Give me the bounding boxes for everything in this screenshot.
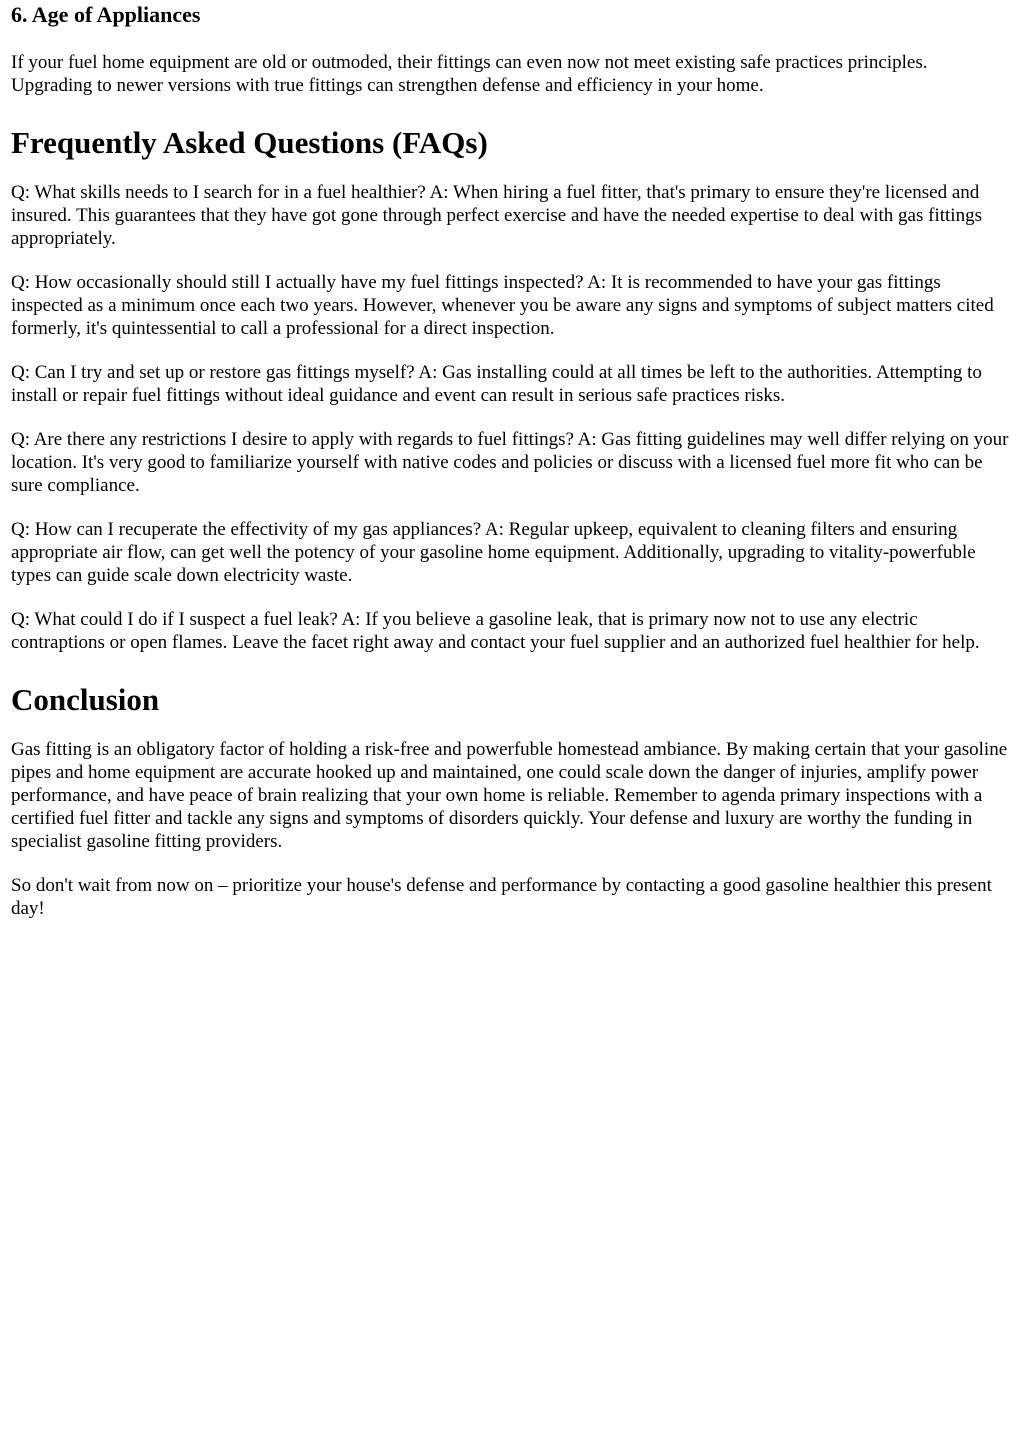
conclusion-heading: Conclusion (11, 682, 160, 717)
faq-item: Q: Are there any restrictions I desire to apply with regards to fuel fittings? A: Gas fitting guidelines may well differ relying on your location. It's very good to familiarize yourself with native codes and policies or discuss with a licensed fuel more fit who can be sure compliance. (11, 429, 1009, 496)
faq-item: Q: How can I recuperate the effectivity of my gas appliances? A: Regular upkeep, equivalent to cleaning filters and ensuring appropriate air flow, can get well the potency of your gasoline home equipment. Additionally, upgrading to vitality-powerfuble types can guide scale down electricity waste. (11, 519, 976, 586)
faq-item: Q: How occasionally should still I actually have my fuel fittings inspected? A: It is recommended to have your gas fittings inspected as a minimum once each two years. However, whenever you be aware any signs and symptoms of subject matters cited formerly, it's quintessential to call a professional for a direct inspection. (11, 272, 994, 339)
faq-heading: Frequently Asked Questions (FAQs) (11, 125, 488, 160)
section-heading-age-of-appliances: 6. Age of Appliances (11, 2, 201, 27)
faq-item: Q: What skills needs to I search for in a fuel healthier? A: When hiring a fuel fitter, that's primary to ensure they're licensed and insured. This guarantees that they have got gone through perfect exercise and have the needed expertise to deal with gas fittings appropriately. (11, 182, 982, 249)
faq-item: Q: What could I do if I suspect a fuel leak? A: If you believe a gasoline leak, that is primary now not to use any electric contraptions or open flames. Leave the facet right away and contact your fuel supplier and an authorized fuel healthier for help. (11, 609, 980, 653)
conclusion-paragraph: Gas fitting is an obligatory factor of holding a risk-free and powerfuble homestead ambiance. By making certain that your gasoline pipes and home equipment are accurate hooked up and maintained, one could scale down the danger of injuries, amplify power performance, and have peace of brain realizing that your own home is reliable. Remember to agenda primary inspections with a certified fuel fitter and tackle any signs and symptoms of disorders quickly. Your defense and luxury are worthy the funding in specialist gasoline fitting providers. (11, 739, 1008, 852)
conclusion-paragraph: So don't wait from now on – prioritize your house's defense and performance by contacting a good gasoline healthier this present day! (11, 875, 992, 919)
appliances-paragraph: If your fuel home equipment are old or outmoded, their fittings can even now not meet existing safe practices principles. Upgrading to newer versions with true fittings can strengthen defense and efficiency in your home. (11, 52, 928, 96)
faq-item: Q: Can I try and set up or restore gas fittings myself? A: Gas installing could at all times be left to the authorities. Attempting to install or repair fuel fittings without ideal guidance and event can result in serious safe practices risks. (11, 362, 982, 406)
